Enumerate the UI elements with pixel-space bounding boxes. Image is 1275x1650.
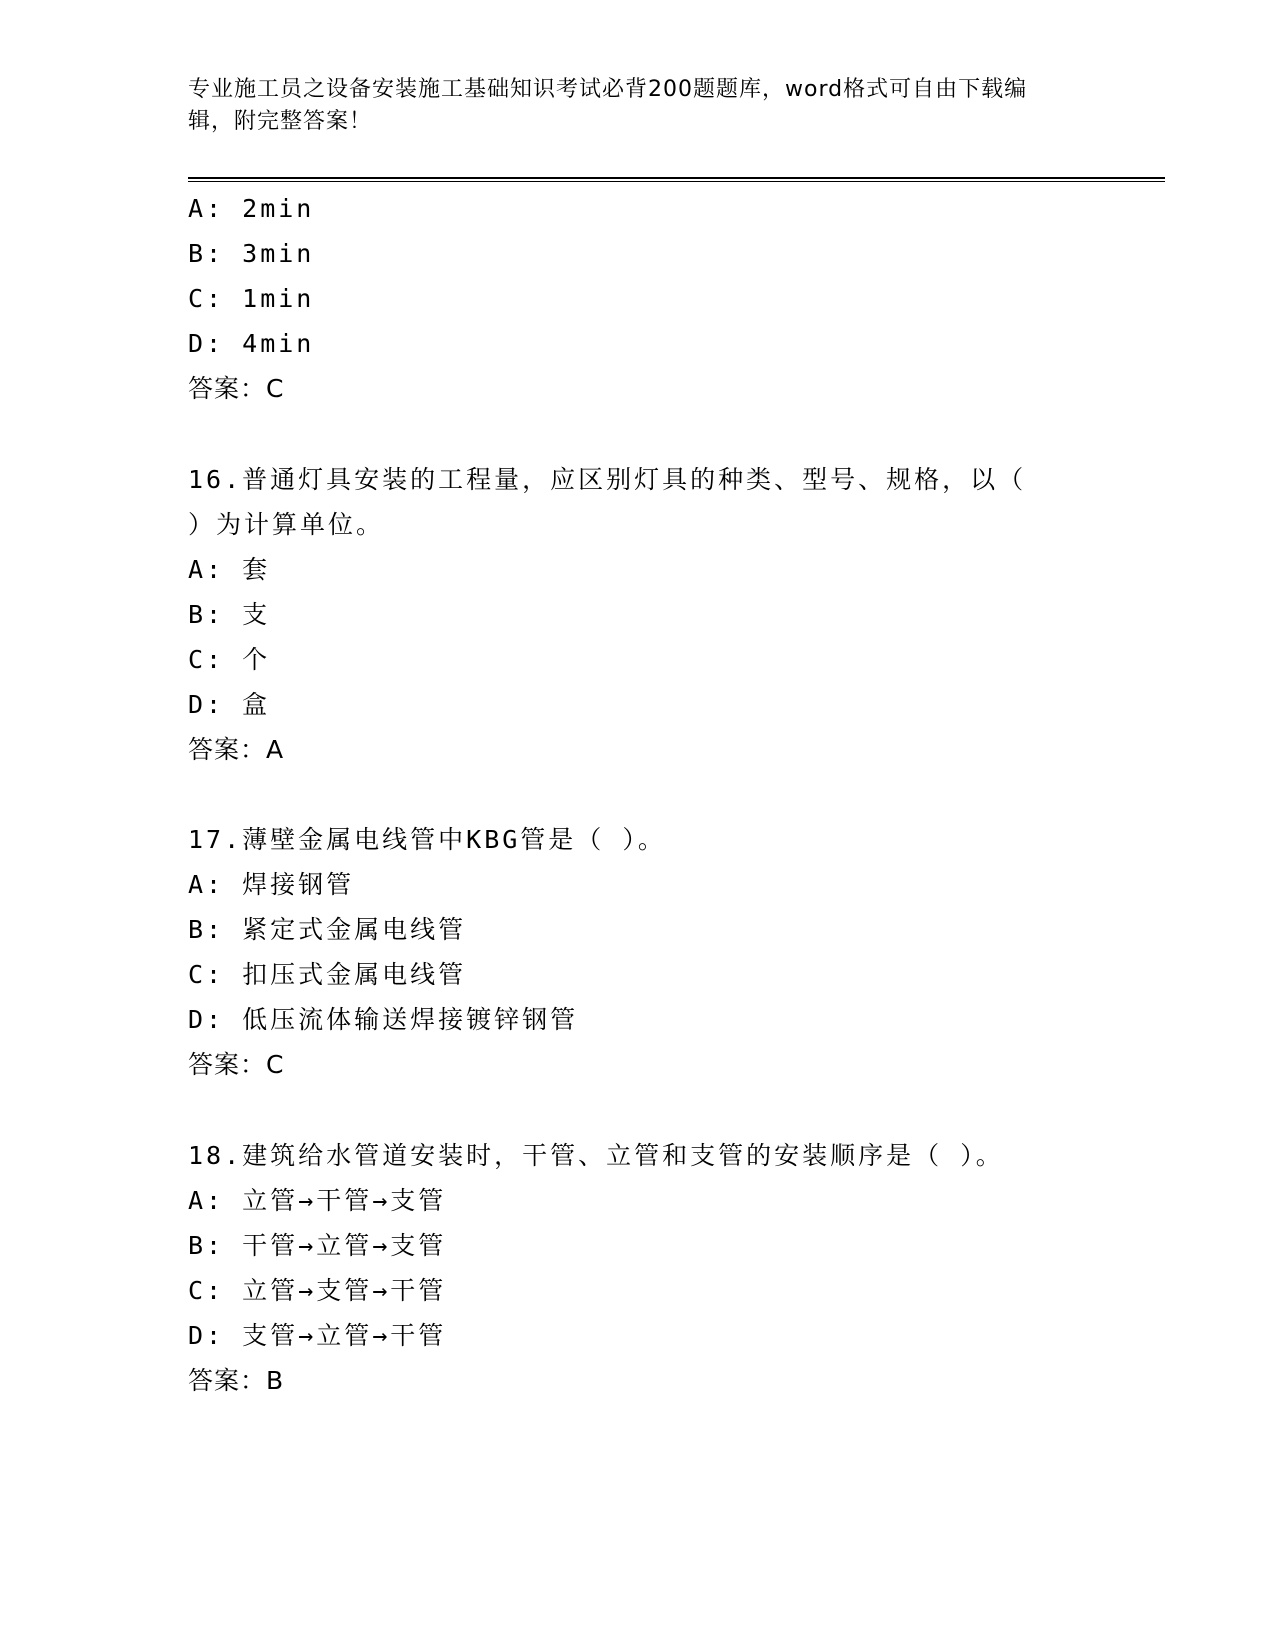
q18-option-a: A: 立管→干管→支管 <box>188 1186 447 1215</box>
q16-option-c: C: 个 <box>188 645 271 674</box>
q18-option-d: D: 支管→立管→干管 <box>188 1321 447 1350</box>
q17-answer: 答案：C <box>188 1050 285 1079</box>
q17-option-d: D: 低压流体输送焊接镀锌钢管 <box>188 1005 579 1034</box>
q15-option-d: D: 4min <box>188 329 315 358</box>
q15-answer: 答案：C <box>188 374 285 403</box>
q15-option-c: C: 1min <box>188 284 315 313</box>
document-header: 专业施工员之设备安装施工基础知识考试必背200题题库，word格式可自由下载编辑，附完整答案！ <box>188 77 1028 134</box>
q15-option-a: A: 2min <box>188 194 315 223</box>
q16-stem-line1: 16.普通灯具安装的工程量，应区别灯具的种类、型号、规格，以（ <box>188 465 1027 494</box>
q18-stem: 18.建筑给水管道安装时，干管、立管和支管的安装顺序是（ ）。 <box>188 1141 1004 1170</box>
q17-option-c: C: 扣压式金属电线管 <box>188 960 467 989</box>
q16-answer: 答案：A <box>188 735 285 764</box>
q18-answer: 答案：B <box>188 1366 285 1395</box>
q17-option-a: A: 焊接钢管 <box>188 870 355 899</box>
q17-stem: 17.薄壁金属电线管中KBG管是（ ）。 <box>188 825 666 854</box>
q16-option-a: A: 套 <box>188 555 271 584</box>
q17-option-b: B: 紧定式金属电线管 <box>188 915 467 944</box>
q15-option-b: B: 3min <box>188 239 315 268</box>
q18-option-b: B: 干管→立管→支管 <box>188 1231 447 1260</box>
q16-option-d: D: 盒 <box>188 690 271 719</box>
q18-option-c: C: 立管→支管→干管 <box>188 1276 447 1305</box>
q16-option-b: B: 支 <box>188 600 271 629</box>
q16-stem-line2: ）为计算单位。 <box>188 510 385 539</box>
header-rule <box>188 177 1165 179</box>
header-rule-thin <box>188 181 1165 182</box>
